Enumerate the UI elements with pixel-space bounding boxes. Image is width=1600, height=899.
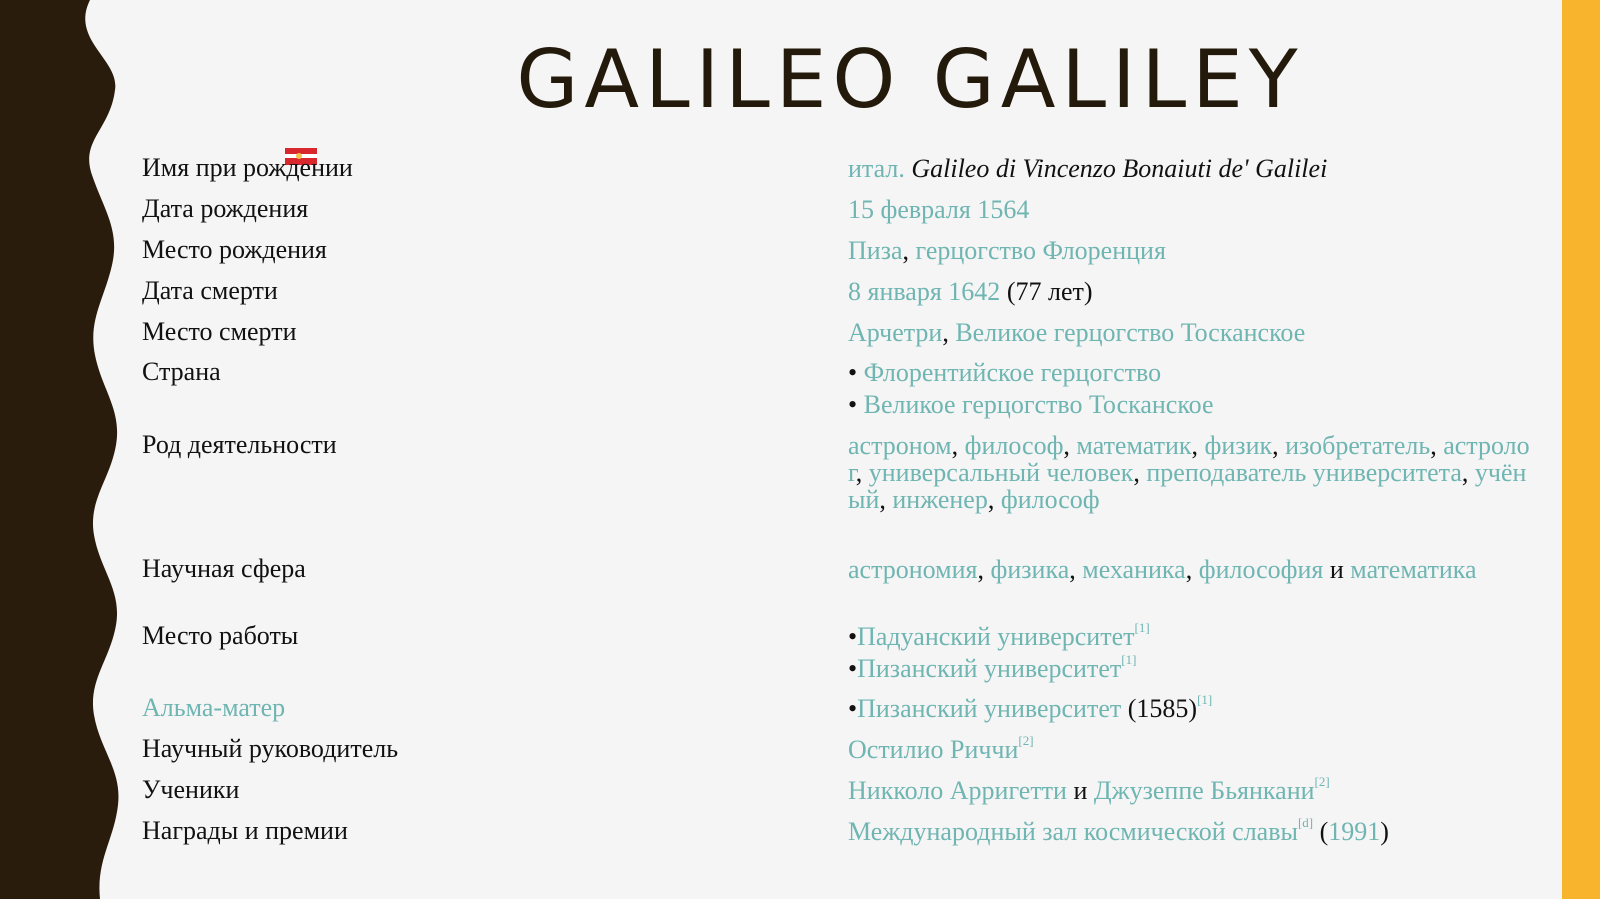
workplace-link[interactable]: Падуанский университет: [857, 622, 1135, 651]
award-link[interactable]: Международный зал космической славы: [848, 817, 1298, 846]
separator: ,: [1185, 555, 1193, 584]
separator: ,: [1063, 431, 1077, 460]
bullet: •: [848, 622, 858, 651]
separator: ,: [1133, 458, 1147, 487]
paren-open: (: [1319, 817, 1329, 846]
workplace-link[interactable]: Пизанский университет: [857, 654, 1122, 683]
occupation-link[interactable]: философ: [964, 431, 1064, 460]
value-death-place: [848, 319, 1305, 346]
reference-link[interactable]: [1]: [1121, 652, 1137, 667]
label-birth-name: Имя при рождении: [142, 153, 353, 182]
label-students: Ученики: [142, 775, 240, 804]
advisor-link[interactable]: Остилио Риччи: [848, 735, 1019, 764]
reference-link[interactable]: [2]: [1314, 774, 1330, 789]
label-country: Страна: [142, 357, 221, 386]
label-awards: Награды и премии: [142, 816, 348, 845]
label-workplace: Место работы: [142, 621, 299, 650]
value-death-date: [848, 278, 1093, 305]
field-link[interactable]: философия: [1198, 555, 1324, 584]
value-country-2: [848, 391, 1214, 418]
separator: ,: [987, 485, 1001, 514]
bullet: •: [848, 654, 858, 683]
value-students: [848, 774, 1330, 805]
birth-state-link[interactable]: герцогство Флоренция: [915, 236, 1166, 265]
and-text: и: [1329, 555, 1344, 584]
value-workplace-2: [848, 652, 1137, 683]
reference-link[interactable]: [1]: [1134, 620, 1150, 635]
separator: ,: [1069, 555, 1076, 584]
bullet: •: [848, 390, 858, 419]
value-country-1: [848, 359, 1161, 386]
reference-link[interactable]: [d]: [1297, 815, 1314, 830]
value-birth-place: [848, 237, 1166, 264]
label-field: Научная сфера: [142, 554, 306, 583]
label-occupation: Род деятельности: [142, 430, 337, 459]
separator: ,: [1272, 431, 1286, 460]
separator: ,: [1191, 431, 1205, 460]
paren-close: ): [1380, 817, 1389, 846]
label-birth-date: Дата рождения: [142, 194, 309, 223]
value-advisor: [848, 733, 1034, 764]
value-awards: [848, 815, 1389, 846]
reference-link[interactable]: [1]: [1197, 692, 1213, 707]
reference-link[interactable]: [2]: [1018, 733, 1034, 748]
student-link[interactable]: Джузеппе Бьянкани: [1093, 776, 1315, 805]
field-link[interactable]: математика: [1350, 555, 1477, 584]
occupation-link[interactable]: инженер: [892, 485, 988, 514]
label-death-date: Дата смерти: [142, 276, 278, 305]
separator: ,: [902, 236, 910, 265]
country-link[interactable]: Великое герцогство Тосканское: [863, 390, 1214, 419]
occupation-link[interactable]: универсальный человек: [868, 458, 1134, 487]
field-link[interactable]: механика: [1082, 555, 1186, 584]
field-link[interactable]: физика: [990, 555, 1070, 584]
alma-mater-link[interactable]: Пизанский университет: [857, 694, 1122, 723]
label-alma-mater-link[interactable]: Альма-матер: [142, 693, 286, 722]
field-link[interactable]: астрономия: [848, 555, 978, 584]
birth-city-link[interactable]: Пиза: [848, 236, 903, 265]
label-advisor: Научный руководитель: [142, 734, 399, 763]
decorative-wave-band: [0, 0, 130, 899]
separator: ,: [942, 318, 949, 347]
separator: ,: [1461, 458, 1475, 487]
value-occupation: [848, 432, 1538, 513]
year-text: (1585): [1127, 694, 1198, 723]
age-text: (77 лет): [1006, 277, 1093, 306]
page-title: GALILEO GALILEY: [516, 33, 1304, 126]
occupation-link[interactable]: преподаватель университета: [1146, 458, 1462, 487]
death-city-link[interactable]: Арчетри: [848, 318, 943, 347]
occupation-link[interactable]: учёный: [848, 458, 1527, 514]
occupation-link[interactable]: астролог: [848, 431, 1530, 487]
value-alma-mater: [848, 692, 1213, 723]
birth-name-text: Galileo di Vincenzo Bonaiuti de' Galilei: [911, 154, 1328, 183]
lang-link[interactable]: итал.: [848, 154, 905, 183]
occupation-link[interactable]: философ: [1000, 485, 1100, 514]
occupation-link[interactable]: математик: [1076, 431, 1192, 460]
student-link[interactable]: Никколо Арригетти: [848, 776, 1067, 805]
and-text: и: [1073, 776, 1088, 805]
separator: ,: [1430, 431, 1444, 460]
bullet: •: [848, 358, 858, 387]
separator: ,: [855, 458, 869, 487]
separator: ,: [951, 431, 965, 460]
year-link[interactable]: 1991: [1328, 817, 1381, 846]
death-date-link[interactable]: 8 января 1642: [848, 277, 1001, 306]
separator: ,: [879, 485, 893, 514]
value-birth-name: [848, 155, 1327, 182]
death-state-link[interactable]: Великое герцогство Тосканское: [955, 318, 1306, 347]
accent-band: [1562, 0, 1600, 899]
birth-date-link[interactable]: 15 февраля 1564: [848, 195, 1030, 224]
occupation-link[interactable]: астроном: [848, 431, 952, 460]
value-workplace-1: [848, 620, 1150, 651]
value-birth-date: [848, 196, 1029, 223]
occupation-link[interactable]: изобретатель: [1285, 431, 1431, 460]
label-birth-place: Место рождения: [142, 235, 327, 264]
separator: ,: [977, 555, 985, 584]
occupation-link[interactable]: физик: [1204, 431, 1273, 460]
value-field: [848, 556, 1477, 583]
label-death-place: Место смерти: [142, 317, 297, 346]
bullet: •: [848, 694, 858, 723]
country-link[interactable]: Флорентийское герцогство: [863, 358, 1162, 387]
